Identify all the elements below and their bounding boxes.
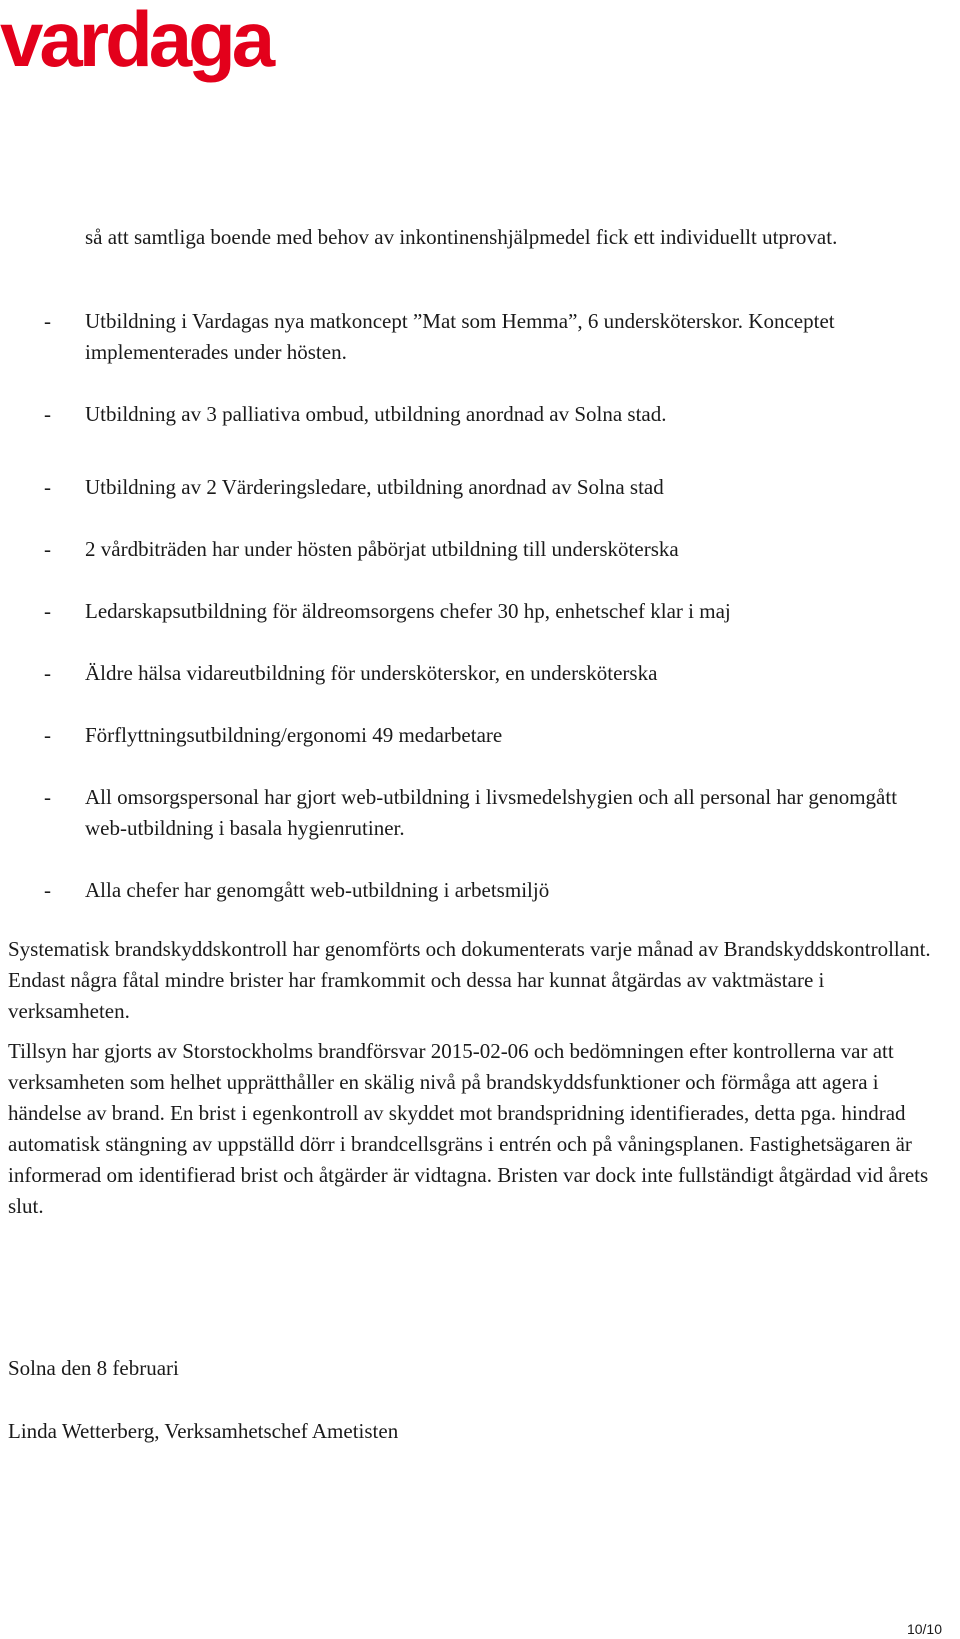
continuation-text: så att samtliga boende med behov av inkontinenshjälpmedel fick ett individuellt utprovat. xyxy=(85,225,838,249)
list-item: - 2 vårdbiträden har under hösten påbörjat utbildning till undersköterska xyxy=(44,537,679,561)
fire-safety-paragraph: Systematisk brandskyddskontroll har genomförts och dokumenterats varje månad av Brandskyddskontrollant. Endast några fåtal mindre brister har framkommit och dessa har kunnat åtgärdas av vaktmästare i verksamheten. xyxy=(8,937,931,1023)
signature-place-date: Solna den 8 februari xyxy=(8,1356,179,1380)
list-item: - Ledarskapsutbildning för äldreomsorgens chefer 30 hp, enhetschef klar i maj xyxy=(44,599,731,623)
logo-text: vardaga xyxy=(0,0,272,83)
list-item: - Utbildning av 2 Värderingsledare, utbildning anordnad av Solna stad xyxy=(44,475,664,499)
list-item: - Alla chefer har genomgått web-utbildning i arbetsmiljö xyxy=(44,878,550,902)
vardaga-logo xyxy=(0,0,272,83)
list-item: - Äldre hälsa vidareutbildning för undersköterskor, en undersköterska xyxy=(44,661,658,685)
page-number: 10/10 xyxy=(906,1621,942,1637)
list-item: - Utbildning av 3 palliativa ombud, utbildning anordnad av Solna stad. xyxy=(44,402,667,426)
list-item: - Förflyttningsutbildning/ergonomi 49 medarbetare xyxy=(44,723,503,747)
list-item: - Utbildning i Vardagas nya matkoncept ”Mat som Hemma”, 6 undersköterskor. Konceptet implementerades under hösten. xyxy=(44,309,835,364)
signature-name-title: Linda Wetterberg, Verksamhetschef Ametisten xyxy=(8,1419,399,1443)
inspection-paragraph: Tillsyn har gjorts av Storstockholms brandförsvar 2015-02-06 och bedömningen efter kontrollerna var att verksamheten som helhet upprätthåller en skälig nivå på brandskyddsfunktioner och förmåga att agera i händelse av brand. En brist i egenkontroll av skyddet mot brandspridning identifierades, detta pga. hindrad automatisk stängning av uppställd dörr i brandcellsgräns i entrén och på våningsplanen. Fastighetsägaren är informerad om identifierad brist och åtgärder är vidtagna. Bristen var dock inte fullständigt åtgärdad vid årets slut. xyxy=(8,1039,929,1218)
list-item: - All omsorgspersonal har gjort web-utbildning i livsmedelshygien och all personal har genomgått web-utbildning i basala hygienrutiner. xyxy=(44,785,898,840)
